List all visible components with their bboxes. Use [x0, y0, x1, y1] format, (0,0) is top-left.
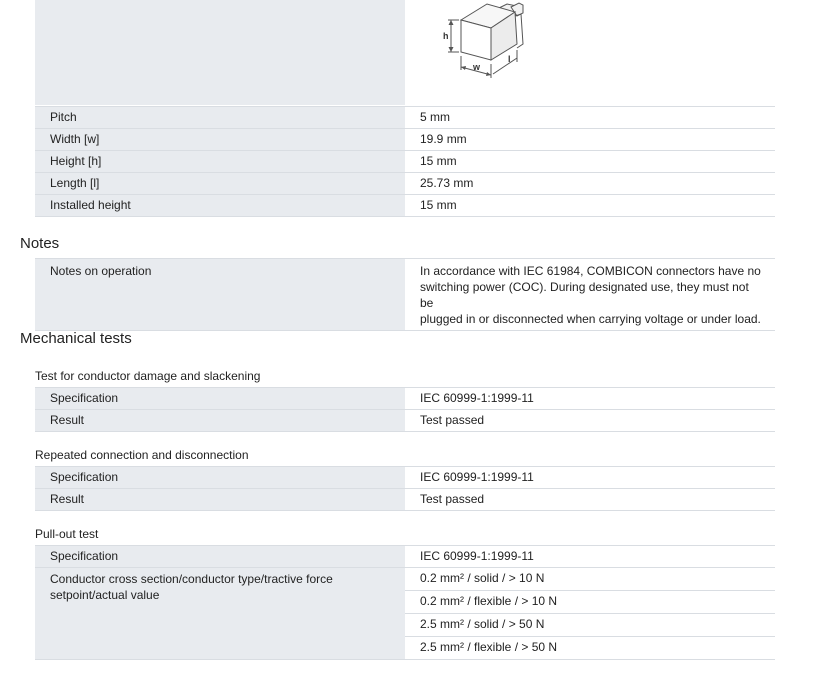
table-row — [35, 488, 775, 511]
group-heading: Repeated connection and disconnection — [35, 448, 249, 462]
table-row — [35, 150, 775, 172]
row-value: 2.5 mm² / flexible / > 50 N — [405, 636, 775, 659]
row-value — [405, 259, 775, 330]
conductor-damage-table — [35, 387, 775, 432]
row-value: Test passed — [420, 413, 485, 427]
table-row — [35, 106, 775, 128]
dimension-drawing-cell — [405, 0, 775, 105]
table-row — [35, 128, 775, 150]
row-label: Installed height — [35, 195, 405, 216]
row-label: Pitch — [35, 107, 405, 128]
row-value: 0.2 mm² / flexible / > 10 N — [405, 590, 775, 613]
diagram-label-h: h — [443, 31, 449, 41]
row-label: Length [l] — [35, 173, 405, 194]
row-value: IEC 60999-1:1999-11 — [420, 391, 534, 405]
row-label: Specification — [35, 388, 405, 409]
connection-disconnection-table — [35, 466, 775, 511]
dimensions-table — [35, 106, 775, 217]
row-label — [35, 568, 405, 659]
row-value: IEC 60999-1:1999-11 — [420, 470, 534, 484]
row-value: Test passed — [420, 492, 485, 506]
row-label: Result — [35, 410, 405, 431]
row-label: Specification — [35, 546, 405, 567]
notes-text-line: plugged in or disconnected when carrying voltage or under load. — [420, 312, 761, 326]
table-row — [35, 466, 775, 488]
diagram-label-w: w — [473, 62, 481, 72]
notes-text-line: In accordance with IEC 61984, COMBICON connectors have no — [420, 264, 761, 278]
row-label: Result — [35, 489, 405, 510]
row-value: IEC 60999-1:1999-11 — [420, 549, 534, 563]
row-label-line: Conductor cross section/conductor type/tractive force — [50, 572, 333, 586]
row-value: 25.73 mm — [420, 176, 474, 190]
row-value: 0.2 mm² / solid / > 10 N — [420, 571, 545, 585]
notes-heading: Notes — [20, 235, 60, 252]
table-row — [35, 258, 775, 331]
row-label: Height [h] — [35, 151, 405, 172]
row-label-line: setpoint/actual value — [50, 588, 160, 602]
row-value: 5 mm — [420, 110, 450, 124]
table-row — [35, 194, 775, 217]
table-row — [35, 387, 775, 409]
dimension-drawing-label-cell — [35, 0, 405, 105]
row-values — [405, 568, 775, 659]
diagram-label-l: l — [508, 54, 511, 64]
connector-dimension-drawing-icon — [435, 0, 535, 88]
table-row-multi — [35, 567, 775, 660]
row-label: Width [w] — [35, 129, 405, 150]
pull-out-test-table — [35, 545, 775, 660]
notes-table — [35, 258, 775, 331]
notes-text-line: switching power (COC). During designated use, they must not be — [420, 280, 749, 310]
table-row — [35, 409, 775, 432]
table-row — [35, 172, 775, 194]
row-value: 15 mm — [420, 198, 457, 212]
table-row — [35, 545, 775, 567]
row-label: Specification — [35, 467, 405, 488]
row-value: 2.5 mm² / solid / > 50 N — [405, 613, 775, 636]
mechanical-tests-heading: Mechanical tests — [20, 330, 132, 347]
group-heading: Pull-out test — [35, 527, 99, 541]
row-label: Notes on operation — [35, 259, 405, 330]
row-value: 15 mm — [420, 154, 457, 168]
row-value: 19.9 mm — [420, 132, 467, 146]
group-heading: Test for conductor damage and slackening — [35, 369, 261, 383]
